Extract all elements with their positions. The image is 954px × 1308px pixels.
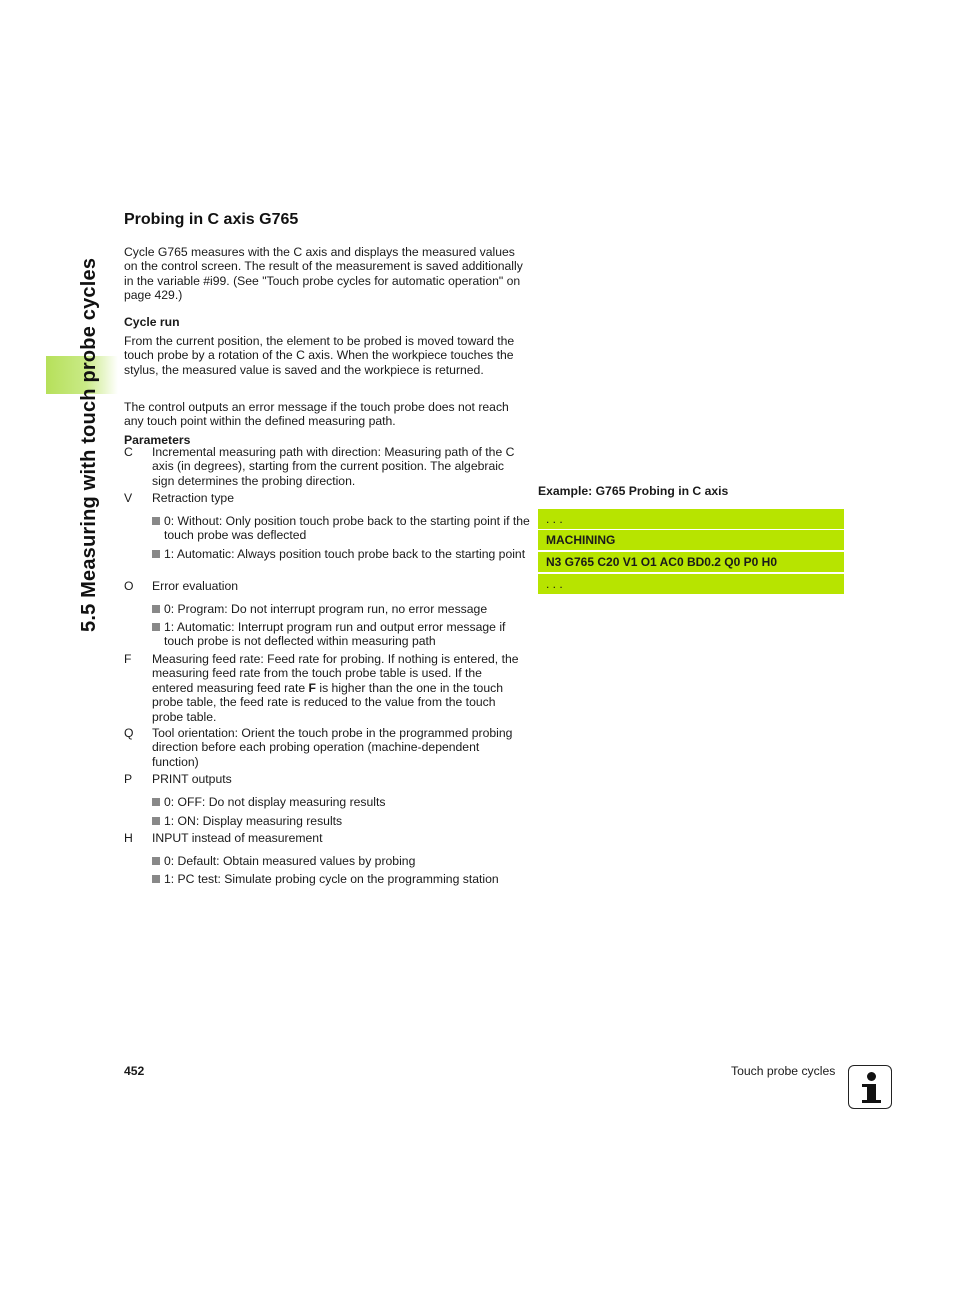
page-number: 452 — [124, 1064, 145, 1078]
param-o — [124, 579, 524, 593]
intro-paragraph: Cycle G765 measures with the C axis and displays the measured values on the control screen. The result of the measurement is saved additionally in the variable #i99. (See "Touch probe cycles for automatic operation" on page 429.) — [124, 245, 523, 303]
param-f — [124, 652, 524, 724]
example-label: Example: G765 Probing in C axis — [538, 484, 729, 498]
param-key: C — [124, 445, 133, 459]
param-v — [124, 491, 524, 505]
square-bullet-icon — [152, 875, 160, 883]
param-key: F — [124, 652, 132, 666]
param-o-option-1: 1: Automatic: Interrupt program run and output error message if touch probe is not deflected within measuring path — [152, 620, 534, 649]
param-description: Measuring feed rate: Feed rate for probing. If nothing is entered, the measuring feed rate from the touch probe table is used. If the entered measuring feed rate F is higher than the one in the touch probe table, the feed rate is reduced to the value from the touch probe table. — [152, 652, 519, 724]
square-bullet-icon — [152, 517, 160, 525]
param-key: Q — [124, 726, 134, 740]
cycle-run-heading: Cycle run — [124, 315, 180, 329]
square-bullet-icon — [152, 550, 160, 558]
param-c — [124, 445, 524, 488]
parameters-heading: Parameters — [124, 433, 191, 447]
param-key: H — [124, 831, 133, 845]
square-bullet-icon — [152, 605, 160, 613]
code-line: . . . — [538, 509, 844, 529]
param-o-option-0: 0: Program: Do not interrupt program run, no error message — [152, 602, 534, 616]
param-description: Tool orientation: Orient the touch probe in the programmed probing direction before each probing operation (machine-dependent function) — [152, 726, 513, 769]
param-key: P — [124, 772, 133, 786]
cycle-run-paragraph-1: From the current position, the element to be probed is moved toward the touch probe by a rotation of the C axis. When the workpiece touches the stylus, the measured value is saved and the workpiece is returned. — [124, 334, 515, 377]
param-v-option-1: 1: Automatic: Always position touch probe back to the starting point — [152, 547, 534, 561]
square-bullet-icon — [152, 817, 160, 825]
side-tab-label: 5.5 Measuring with touch probe cycles — [78, 257, 100, 632]
section-title: Probing in C axis G765 — [124, 211, 299, 228]
param-description: INPUT instead of measurement — [152, 831, 323, 845]
cycle-run-paragraph-2: The control outputs an error message if the touch probe does not reach any touch point within the defined measuring path. — [124, 400, 509, 429]
param-description: Incremental measuring path with direction: Measuring path of the C axis (in degrees), starting from the current position. The algebraic sign determines the probing direction. — [152, 445, 515, 488]
param-description: PRINT outputs — [152, 772, 232, 786]
param-description: Error evaluation — [152, 579, 239, 593]
chapter-footer: Touch probe cycles — [731, 1064, 836, 1078]
param-h-option-1: 1: PC test: Simulate probing cycle on the programming station — [152, 872, 534, 886]
param-description: Retraction type — [152, 491, 234, 505]
code-line: N3 G765 C20 V1 O1 AC0 BD0.2 Q0 P0 H0 — [538, 552, 844, 572]
chapter-side-tab — [46, 204, 118, 644]
param-h-option-0: 0: Default: Obtain measured values by probing — [152, 854, 534, 868]
square-bullet-icon — [152, 798, 160, 806]
param-key: O — [124, 579, 134, 593]
param-v-option-0: 0: Without: Only position touch probe back to the starting point if the touch probe was deflected — [152, 514, 534, 543]
param-h — [124, 831, 524, 845]
info-icon — [848, 1065, 892, 1109]
param-q — [124, 726, 524, 769]
code-line: MACHINING — [538, 530, 844, 550]
param-p-option-1: 1: ON: Display measuring results — [152, 814, 534, 828]
code-line: . . . — [538, 574, 844, 594]
square-bullet-icon — [152, 623, 160, 631]
square-bullet-icon — [152, 857, 160, 865]
param-p — [124, 772, 524, 786]
param-key: V — [124, 491, 133, 505]
param-p-option-0: 0: OFF: Do not display measuring results — [152, 795, 534, 809]
